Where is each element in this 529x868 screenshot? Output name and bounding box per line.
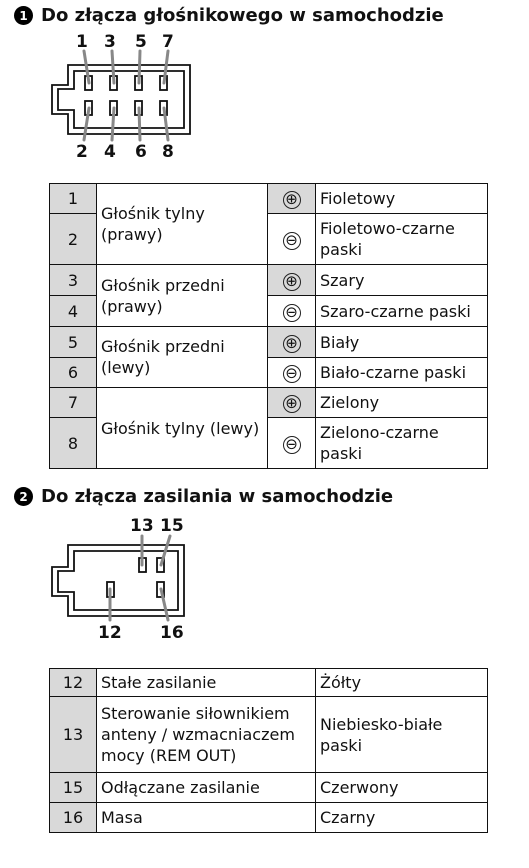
pin-label: 7 [162,32,174,52]
wire-color: Biało-czarne paski [316,358,488,388]
wire-color: Fioletowy [316,184,488,214]
wire-color: Czerwony [316,773,488,803]
pin-label: 5 [135,32,147,52]
polarity-minus-icon: ⊖ [268,296,316,327]
section2-heading [14,486,393,507]
polarity-plus-icon: ⊕ [268,327,316,358]
polarity-minus-icon: ⊖ [268,418,316,469]
table-row [50,327,488,358]
pin-number: 7 [50,388,97,418]
table-row [50,803,488,833]
polarity-minus-icon: ⊖ [268,214,316,265]
pin-label: 15 [160,516,184,536]
pin-label: 8 [162,142,174,162]
pin-number: 1 [50,184,97,214]
wire-color: Szaro-czarne paski [316,296,488,327]
wire-color: Żółty [316,669,488,697]
pin-number: 3 [50,265,97,296]
section2-number-badge: 2 [14,487,33,506]
power-connector-diagram [40,512,200,647]
pin-label: 16 [160,623,184,643]
pin-label: 4 [104,142,116,162]
function-label: Masa [97,803,316,833]
table-row [50,697,488,773]
speaker-group-label: Głośnik przedni (prawy) [97,265,268,327]
section1-number-badge: 1 [14,6,33,25]
wire-color: Niebiesko-białe paski [316,697,488,773]
pin-number: 15 [50,773,97,803]
function-label: Sterowanie siłownikiem anteny / wzmacniaczem mocy (REM OUT) [97,697,316,773]
wire-color: Fioletowo-czarne paski [316,214,488,265]
function-label: Stałe zasilanie [97,669,316,697]
pin-number: 4 [50,296,97,327]
section2-title: Do złącza zasilania w samochodzie [41,486,394,507]
polarity-plus-icon: ⊕ [268,388,316,418]
pin-label: 13 [130,516,154,536]
pin-label: 2 [76,142,88,162]
table-row [50,773,488,803]
table-row [50,184,488,214]
wire-color: Zielony [316,388,488,418]
function-label: Odłączane zasilanie [97,773,316,803]
section1-heading [14,5,444,26]
pin-number: 6 [50,358,97,388]
pin-number: 2 [50,214,97,265]
pin-number: 16 [50,803,97,833]
pin-number: 13 [50,697,97,773]
table-row [50,669,488,697]
pin-number: 5 [50,327,97,358]
speaker-connector-diagram [40,30,200,165]
section1-title: Do złącza głośnikowego w samochodzie [41,5,444,26]
speaker-wiring-table [49,183,488,469]
speaker-group-label: Głośnik tylny (prawy) [97,184,268,265]
polarity-plus-icon: ⊕ [268,184,316,214]
polarity-minus-icon: ⊖ [268,358,316,388]
pin-label: 12 [98,623,122,643]
polarity-plus-icon: ⊕ [268,265,316,296]
wire-color: Czarny [316,803,488,833]
table-row [50,388,488,418]
pin-label: 6 [135,142,147,162]
pin-label: 1 [76,32,88,52]
speaker-group-label: Głośnik tylny (lewy) [97,388,268,469]
pin-label: 3 [104,32,116,52]
pin-number: 12 [50,669,97,697]
wire-color: Biały [316,327,488,358]
wire-color: Szary [316,265,488,296]
power-wiring-table [49,668,488,833]
table-row [50,265,488,296]
pin-number: 8 [50,418,97,469]
wire-color: Zielono-czarne paski [316,418,488,469]
speaker-group-label: Głośnik przedni (lewy) [97,327,268,388]
